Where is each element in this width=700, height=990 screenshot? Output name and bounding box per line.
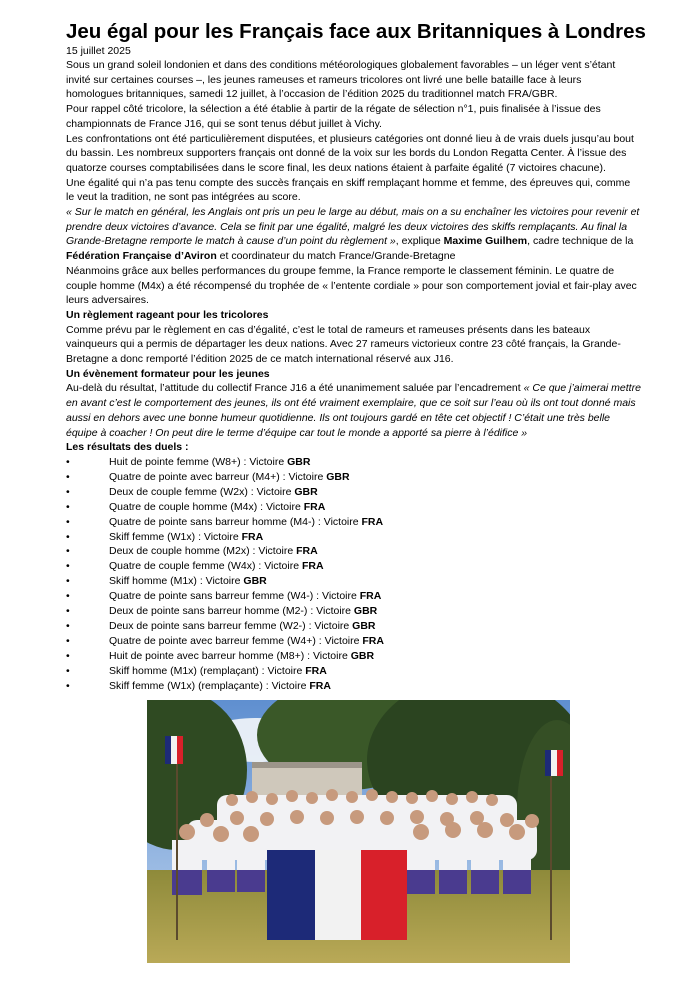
heading-results: Les résultats des duels : (66, 441, 189, 454)
result-item (66, 589, 641, 604)
heading-event: Un évènement formateur pour les jeunes (66, 367, 270, 380)
result-race: Quatre de couple femme (W4x) : Victoire (109, 560, 302, 573)
article-title: Jeu égal pour les Français face aux Britanniques à Londres (66, 20, 646, 43)
event-text: Au-delà du résultat, l’attitude du collectif France J16 a été unanimement saluée par l’encadrement (66, 382, 524, 395)
paragraph-women-ranking: Néanmoins grâce aux belles performances du groupe femme, la France remporte le classement féminin. Le quatre de couple homme (M4x) a été récompensé du trophée de « l’entente cordiale » pour son comportement jovial et fair-play avec leurs adversaires. (66, 264, 637, 307)
result-winner: FRA (361, 515, 384, 528)
result-item (66, 604, 641, 619)
paragraph-selection: Pour rappel côté tricolore, la sélection a été établie à partir de la régate de sélection n°1, puis finalisée à l’issue des championnats de France J16, qui se sont tenus début juillet à Vichy. (66, 103, 601, 130)
result-winner: FRA (301, 560, 324, 573)
quote-org: Fédération Française d’Aviron (66, 250, 217, 263)
result-race: Skiff femme (W1x) : Victoire (109, 530, 242, 543)
result-winner: FRA (303, 500, 326, 513)
bullet-icon: • (66, 575, 70, 588)
result-race: Deux de pointe sans barreur femme (W2-) : Victoire (109, 619, 353, 632)
bullet-icon: • (66, 634, 70, 647)
result-winner: GBR (294, 485, 318, 498)
french-flag-icon (267, 850, 407, 940)
bullet-icon: • (66, 530, 70, 543)
result-race: Deux de pointe sans barreur homme (M2-) : Victoire (109, 605, 354, 618)
bullet-icon: • (66, 679, 70, 692)
result-winner: GBR (243, 575, 267, 588)
bullet-icon: • (66, 590, 70, 603)
bullet-icon: • (66, 545, 70, 558)
result-race: Deux de couple femme (W2x) : Victoire (109, 485, 295, 498)
quote-block (66, 205, 641, 264)
team-photo (147, 700, 570, 963)
article (66, 20, 646, 693)
result-item (66, 634, 641, 649)
result-winner: FRA (296, 545, 318, 558)
result-race: Quatre de pointe sans barreur femme (W4-) : Victoire (109, 590, 360, 603)
result-race: Quatre de couple homme (M4x) : Victoire (109, 500, 304, 513)
result-item (66, 679, 641, 694)
bullet-icon: • (66, 560, 70, 573)
heading-rules: Un règlement rageant pour les tricolores (66, 308, 269, 321)
result-item (66, 574, 641, 589)
event-quote: « Ce que j’aimerai mettre en avant c’est le comportement des jeunes, ils ont été vraiment exemplaire, que ce soit sur l’eau où ils ont tout donné mais aussi en dehors avec une bonne humeur quotidienne. Ils ont toujours gardé en tête cet objectif ! C’était une très belle équipe à coacher ! On peut dire le terme d’équipe car tout le monde a apporté sa pierre à l’édifice » (66, 382, 641, 439)
bullet-icon: • (66, 500, 70, 513)
result-item (66, 485, 641, 500)
article-date: 15 juillet 2025 (66, 45, 131, 57)
result-item (66, 544, 641, 559)
paragraph-confrontations: Les confrontations ont été particulièrement disputées, et plusieurs catégories ont donné lieu à de vrais duels jusqu’au bout du bassin. Les nombreux supporters français ont donné de la voix sur les bords du London Regatta Center. À l’issue des quatorze courses comptabilisées dans le score final, les deux nations étaient à parfaite égalité (7 victoires chacune). (66, 132, 634, 174)
result-item (66, 500, 641, 515)
paragraph-intro: Sous un grand soleil londonien et dans des conditions météorologiques globalement favorables – un léger vent s’étant invité sur certaines courses –, les jeunes rameuses et rameurs tricolores ont livré une belle bataille face à leurs homologues britanniques, samedi 12 juillet, à l’occasion de l’édition 2025 du traditionnel match FRA/GBR. (66, 59, 616, 101)
bullet-icon: • (66, 619, 70, 632)
result-race: Huit de pointe avec barreur homme (M8+) : Victoire (109, 649, 351, 662)
result-race: Quatre de pointe sans barreur homme (M4-) : Victoire (109, 515, 362, 528)
quote-attrib-pre: , explique (395, 235, 444, 248)
result-winner: GBR (353, 605, 378, 618)
result-item (66, 530, 641, 545)
bullet-icon: • (66, 515, 70, 528)
bullet-icon: • (66, 649, 70, 662)
bullet-icon: • (66, 664, 70, 677)
quote-attrib-post: et coordinateur du match France/Grande-Bretagne (216, 250, 456, 263)
result-item (66, 470, 641, 485)
quote-text: « Sur le match en général, les Anglais ont pris un peu le large au début, mais on a su enchaîner les victoires pour revenir et prendre deux victoires d’avance. Cela se finit par une égalité, malgré les deux victoires des skiffs remplaçants. Au final la Grande-Bretagne remporte le match à cause d’un point du règlement » (66, 206, 640, 248)
result-winner: FRA (309, 679, 331, 692)
result-winner: FRA (359, 590, 382, 603)
result-winner: FRA (241, 530, 264, 543)
result-winner: GBR (350, 649, 375, 662)
result-item (66, 649, 641, 664)
result-race: Skiff homme (M1x) (remplaçant) : Victoire (109, 664, 306, 677)
result-winner: GBR (326, 470, 350, 483)
result-item (66, 559, 641, 574)
result-race: Quatre de pointe avec barreur (M4+) : Victoire (109, 470, 327, 483)
paragraph-event (66, 381, 641, 440)
result-race: Skiff homme (M1x) : Victoire (109, 575, 244, 588)
results-list (66, 455, 641, 694)
paragraph-rules: Comme prévu par le règlement en cas d’égalité, c’est le total de rameurs et rameuses présents dans les bateaux vainqueurs qui a permis de départager les deux nations. Avec 27 rameurs victorieux contre 23 côté français, la Grande-Bretagne a donc remporté l’édition 2025 de ce match international réservé aux J16. (66, 323, 621, 366)
result-race: Skiff femme (W1x) (remplaçante) : Victoire (109, 679, 310, 692)
result-winner: FRA (362, 634, 384, 647)
bullet-icon: • (66, 470, 70, 483)
result-race: Deux de couple homme (M2x) : Victoire (109, 545, 297, 558)
result-winner: FRA (305, 664, 327, 677)
result-winner: GBR (287, 455, 311, 468)
result-item (66, 515, 641, 530)
result-winner: GBR (352, 619, 376, 632)
bullet-icon: • (66, 455, 70, 468)
quote-attrib-mid: , cadre technique de la (527, 235, 634, 248)
result-race: Huit de pointe femme (W8+) : Victoire (109, 455, 288, 468)
result-item (66, 455, 641, 470)
bullet-icon: • (66, 485, 70, 498)
result-item (66, 619, 641, 634)
result-item (66, 664, 641, 679)
bullet-icon: • (66, 605, 70, 618)
result-race: Quatre de pointe avec barreur femme (W4+) : Victoire (109, 634, 363, 647)
paragraph-equality: Une égalité qui n’a pas tenu compte des succès français en skiff remplaçant homme et femme, des épreuves qui, comme le veut la tradition, ne sont pas intégrées au score. (66, 176, 631, 204)
quote-person: Maxime Guilhem (443, 235, 528, 248)
